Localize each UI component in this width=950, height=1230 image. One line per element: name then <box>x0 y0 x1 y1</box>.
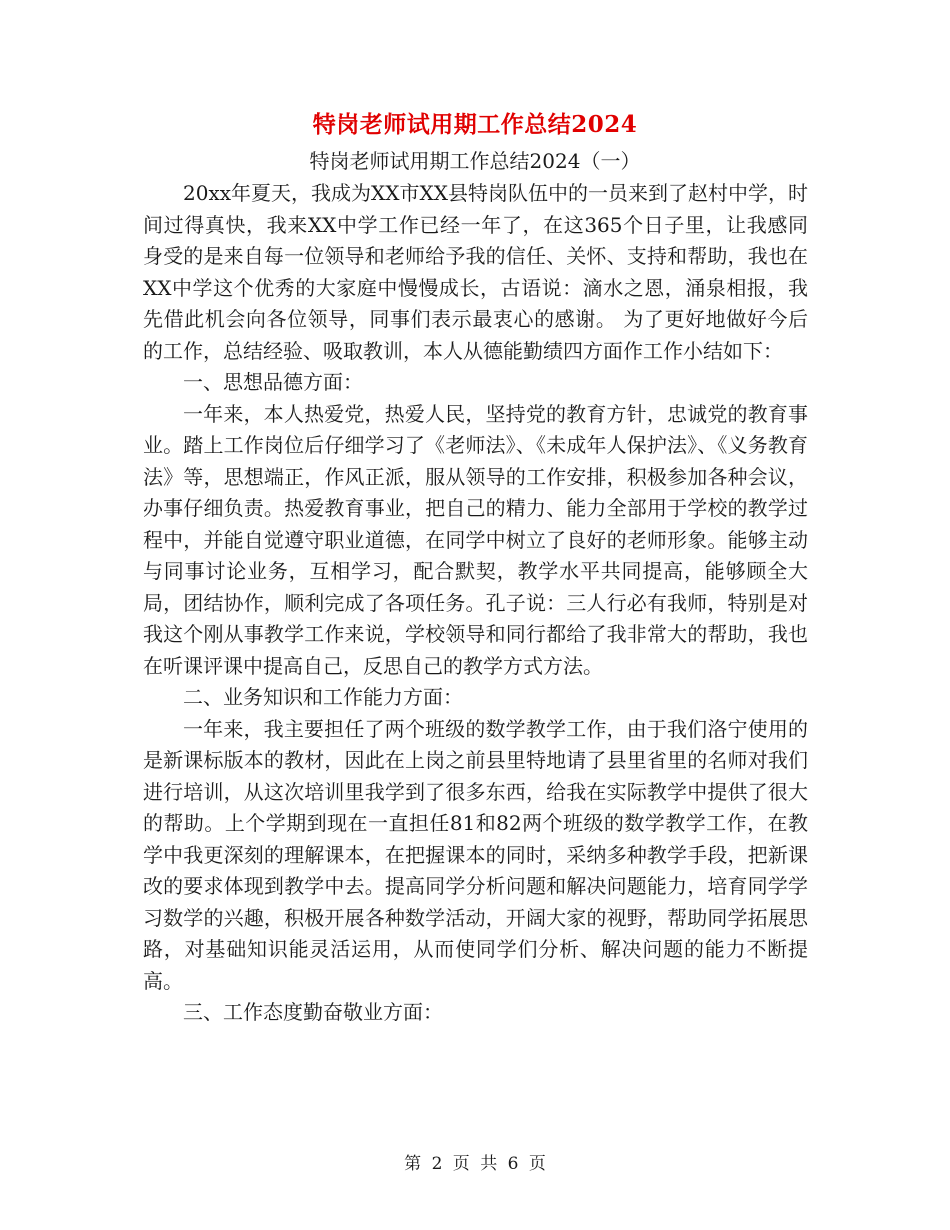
paragraph-ideology: 一年来，本人热爱党，热爱人民，坚持党的教育方针，忠诚党的教育事业。踏上工作岗位后仔细学习了《老师法》、《未成年人保护法》、《义务教育法》等，思想端正，作风正派，服从领导的工作安排，积极参加各种会议，办事仔细负责。热爱教育事业，把自己的精力、能力全部用于学校的教学过程中，并能自觉遵守职业道德，在同学中树立了良好的老师形象。能够主动与同事讨论业务，互相学习，配合默契，教学水平共同提高，能够顾全大局，团结协作，顺利完成了各项任务。孔子说：三人行必有我师，特别是对我这个刚从事教学工作来说，学校领导和同行都给了我非常大的帮助，我也在听课评课中提高自己，反思自己的教学方式方法。 <box>143 401 808 678</box>
section-heading-ability: 二、业务知识和工作能力方面： <box>183 685 463 709</box>
section-heading-ideology: 一、思想品德方面： <box>183 370 363 394</box>
page-footer: 第 2 页 共 6 页 <box>404 1154 546 1174</box>
document-title: 特岗老师试用期工作总结2024 <box>312 111 638 138</box>
section-heading-attitude: 三、工作态度勤奋敬业方面： <box>183 1000 443 1024</box>
document-subtitle: 特岗老师试用期工作总结2024（一） <box>309 149 641 173</box>
paragraph-intro: 20xx年夏天，我成为XX市XX县特岗队伍中的一员来到了赵村中学，时间过得真快，我来XX中学工作已经一年了，在这365个日子里，让我感同身受的是来自每一位领导和老师给予我的信任、关怀、支持和帮助，我也在XX中学这个优秀的大家庭中慢慢成长，古语说：滴水之恩，涌泉相报，我先借此机会向各位领导，同事们表示最衷心的感谢。 为了更好地做好今后的工作，总结经验、吸取教训，本人从德能勤绩四方面作工作小结如下： <box>143 181 808 363</box>
paragraph-ability: 一年来，我主要担任了两个班级的数学教学工作，由于我们洛宁使用的是新课标版本的教材，因此在上岗之前县里特地请了县里省里的名师对我们进行培训，从这次培训里我学到了很多东西，给我在实际教学中提供了很大的帮助。上个学期到现在一直担任81和82两个班级的数学教学工作，在教学中我更深刻的理解课本，在把握课本的同时，采纳多种教学手段，把新课改的要求体现到教学中去。提高同学分析问题和解决问题能力，培育同学学习数学的兴趣，积极开展各种数学活动，开阔大家的视野，帮助同学拓展思路，对基础知识能灵活运用，从而使同学们分析、解决问题的能力不断提高。 <box>143 716 808 993</box>
document-body <box>143 178 808 1029</box>
